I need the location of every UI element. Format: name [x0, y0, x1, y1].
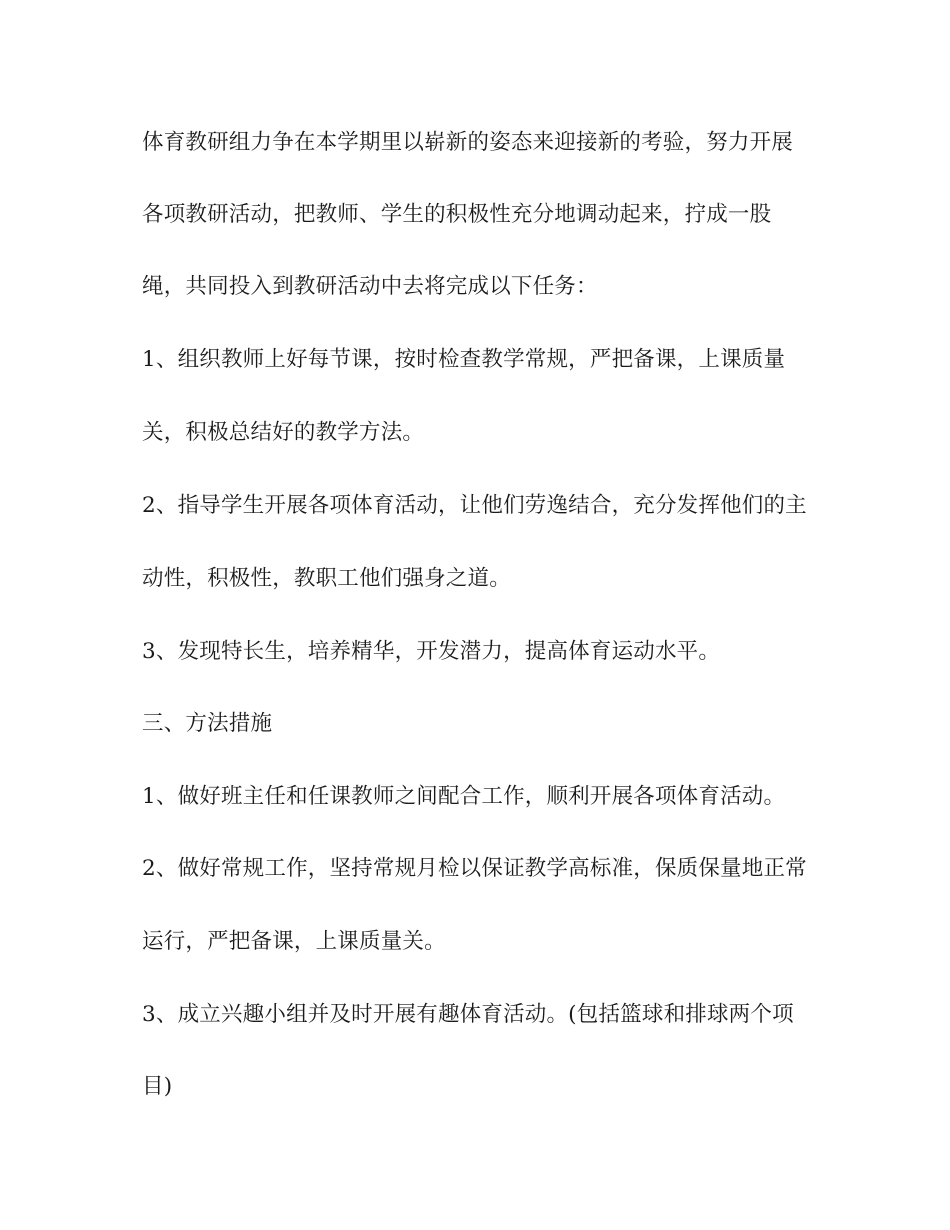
- measure-item-3-continued: 目): [142, 1074, 173, 1099]
- task-item-1: 1、组织教师上好每节课，按时检查教学常规，严把备课，上课质量: [142, 347, 786, 372]
- task-item-2-continued: 动性，积极性，教职工他们强身之道。: [142, 566, 511, 591]
- paragraph-line: 绳，共同投入到教研活动中去将完成以下任务：: [142, 274, 598, 299]
- section-heading: 三、方法措施: [142, 711, 273, 736]
- measure-item-2-continued: 运行，严把备课，上课质量关。: [142, 929, 446, 954]
- measure-item-1: 1、做好班主任和任课教师之间配合工作，顺利开展各项体育活动。: [142, 784, 786, 809]
- task-item-2: 2、指导学生开展各项体育活动，让他们劳逸结合，充分发挥他们的主: [142, 493, 807, 518]
- task-item-1-continued: 关，积极总结好的教学方法。: [142, 420, 425, 445]
- measure-item-3: 3、成立兴趣小组并及时开展有趣体育活动。(包括篮球和排球两个项: [142, 1002, 794, 1027]
- paragraph-line: 各项教研活动，把教师、学生的积极性充分地调动起来，拧成一股: [142, 202, 772, 227]
- paragraph-line: 体育教研组力争在本学期里以崭新的姿态来迎接新的考验，努力开展: [142, 130, 794, 155]
- task-item-3: 3、发现特长生，培养精华，开发潜力，提高体育运动水平。: [142, 639, 721, 664]
- measure-item-2: 2、做好常规工作，坚持常规月检以保证教学高标准，保质保量地正常: [142, 856, 807, 881]
